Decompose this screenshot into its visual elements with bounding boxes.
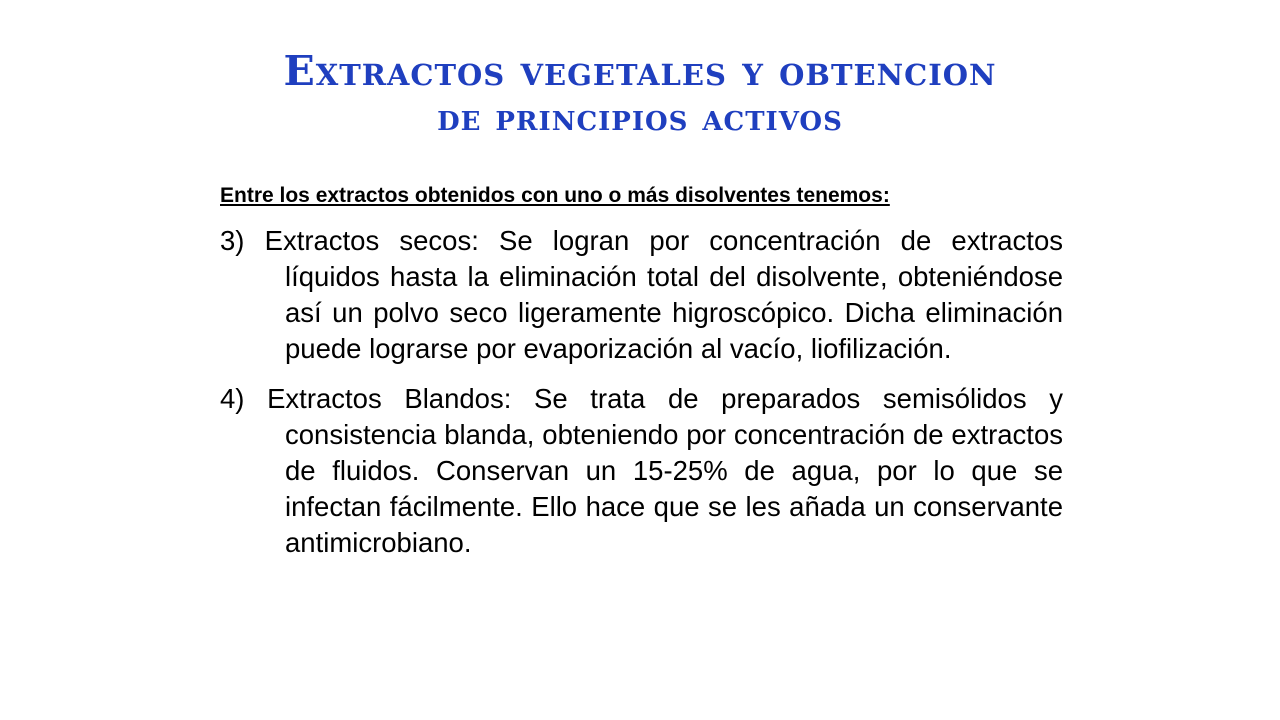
- slide-body: [220, 183, 1063, 575]
- slide-title-line-2: de principios activos: [437, 95, 843, 139]
- slide-title-line-1: Extractos vegetales y obtencion: [283, 47, 997, 95]
- list-item-extractos-blandos: 4) Extractos Blandos: Se trata de preparados semisólidos y consistencia blanda, obteniendo por concentración de extractos de fluidos. Conservan un 15-25% de agua, por lo que se infectan fácilmente. Ello hace que se les añada un conservante antimicrobiano.: [220, 383, 1063, 558]
- intro-text: Entre los extractos obtenidos con uno o más disolventes tenemos:: [220, 184, 890, 207]
- slide-title: [140, 48, 1140, 140]
- list-item-extractos-secos: 3) Extractos secos: Se logran por concentración de extractos líquidos hasta la eliminación total del disolvente, obteniéndose así un polvo seco ligeramente higroscópico. Dicha eliminación puede lograrse por evaporización al vacío, liofilización.: [220, 225, 1063, 364]
